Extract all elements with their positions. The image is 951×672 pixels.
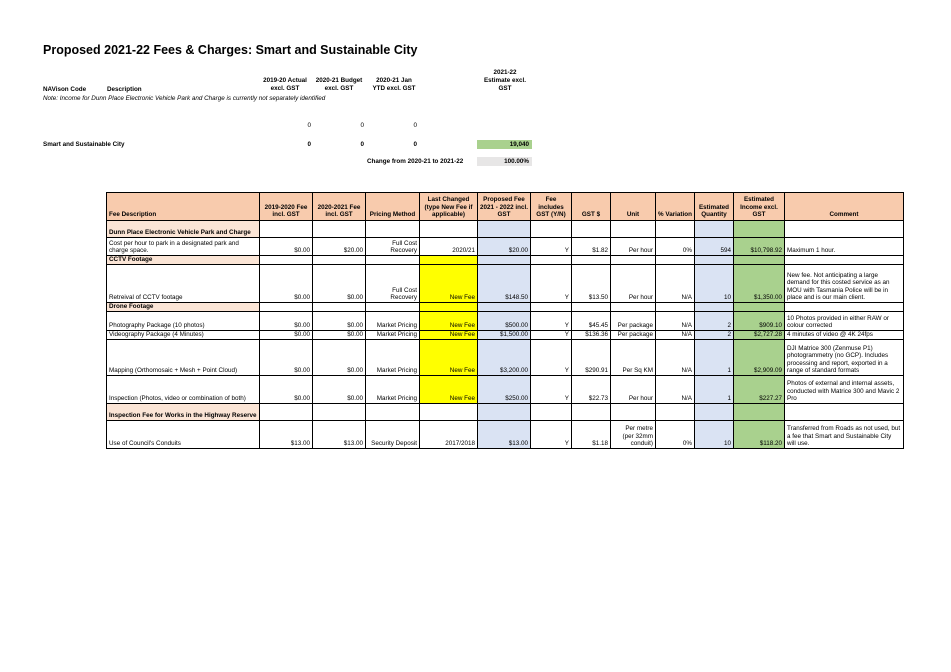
cell-comment: Transferred from Roads as not used, but a fee that Smart and Sustainable City will use. (785, 421, 904, 449)
cell-quantity: 2 (695, 331, 734, 340)
cell-description: Use of Council's Conduits (107, 421, 260, 449)
cell-fee-2020-21: $0.00 (313, 312, 366, 331)
header-line: YTD excl. GST (372, 85, 416, 92)
total-row-estimate: 19,040 (477, 140, 532, 149)
header-line: GST (498, 85, 512, 92)
cell-pricing-method: Security Deposit (366, 421, 420, 449)
cell-income: $118.20 (734, 421, 785, 449)
col-includes-gst: Fee includes GST (Y/N) (531, 193, 572, 221)
header-line: Estimate excl. (483, 77, 526, 84)
section-name: Inspection Fee for Works in the Highway Reserve (107, 404, 260, 421)
cell-pricing-method: Market Pricing (366, 312, 420, 331)
col-pricing-method: Pricing Method (366, 193, 420, 221)
cell-includes-gst: Y (531, 340, 572, 376)
total-row-actual: 0 (307, 141, 311, 148)
change-label: Change from 2020-21 to 2021-22 (367, 158, 464, 165)
table-row (107, 238, 904, 256)
cell-description: Mapping (Orthomosaic + Mesh + Point Cloud) (107, 340, 260, 376)
col-quantity: Estimated Quantity (695, 193, 734, 221)
cell-proposed-fee: $1,500.00 (478, 331, 531, 340)
cell-pricing-method: Market Pricing (366, 331, 420, 340)
fees-table (106, 192, 904, 449)
cell-unit: Per hour (611, 265, 656, 303)
cell-includes-gst: Y (531, 312, 572, 331)
cell-income: $10,798.92 (734, 238, 785, 256)
header-line: 2020-21 Jan (376, 77, 412, 84)
cell-variation: N/A (656, 312, 695, 331)
col-proposed-fee: Proposed Fee 2021 - 2022 incl. GST (478, 193, 531, 221)
cell-variation: N/A (656, 331, 695, 340)
col-unit: Unit (611, 193, 656, 221)
header-description: Description (107, 86, 142, 93)
section-row (107, 221, 904, 238)
cell-proposed-fee: $13.00 (478, 421, 531, 449)
header-actual-2019-20 (255, 77, 315, 93)
total-row-label: Smart and Sustainable City (43, 141, 125, 148)
change-value: 100.00% (477, 157, 532, 166)
cell-last-changed: 2020/21 (420, 238, 478, 256)
table-row (107, 421, 904, 449)
cell-pricing-method: Market Pricing (366, 376, 420, 404)
cell-unit: Per hour (611, 376, 656, 404)
total-row-ytd: 0 (413, 141, 417, 148)
cell-proposed-fee: $250.00 (478, 376, 531, 404)
cell-pricing-method: Full Cost Recovery (366, 265, 420, 303)
cell-comment: Photos of external and internal assets, conducted with Matrice 300 and Mavic 2 Pro (785, 376, 904, 404)
cell-gst: $22.73 (572, 376, 611, 404)
header-line: excl. GST (324, 85, 354, 92)
cell-quantity: 10 (695, 421, 734, 449)
cell-quantity: 1 (695, 340, 734, 376)
cell-fee-2020-21: $13.00 (313, 421, 366, 449)
cell-variation: N/A (656, 265, 695, 303)
section-name: CCTV Footage (107, 256, 260, 265)
cell-includes-gst: Y (531, 421, 572, 449)
cell-description: Cost per hour to park in a designated park and charge space. (107, 238, 260, 256)
page-title: Proposed 2021-22 Fees & Charges: Smart and Sustainable City (43, 43, 418, 57)
cell-last-changed: 2017/2018 (420, 421, 478, 449)
table-row (107, 265, 904, 303)
cell-fee-2019-20: $0.00 (260, 340, 313, 376)
header-ytd-2020-21 (364, 77, 424, 93)
cell-includes-gst: Y (531, 376, 572, 404)
cell-comment: 4 minutes of video @ 4K 24fps (785, 331, 904, 340)
col-gst: GST $ (572, 193, 611, 221)
header-navison-code: NAVison Code (43, 86, 87, 93)
total-row-budget: 0 (360, 141, 364, 148)
cell-income: $909.10 (734, 312, 785, 331)
cell-unit: Per package (611, 331, 656, 340)
cell-proposed-fee: $3,200.00 (478, 340, 531, 376)
header-line: 2021-22 (493, 69, 517, 76)
cell-pricing-method: Full Cost Recovery (366, 238, 420, 256)
cell-fee-2019-20: $0.00 (260, 331, 313, 340)
cell-income: $227.27 (734, 376, 785, 404)
cell-gst: $1.82 (572, 238, 611, 256)
cell-gst: $1.18 (572, 421, 611, 449)
cell-last-changed: New Fee (420, 265, 478, 303)
cell-gst: $290.91 (572, 340, 611, 376)
cell-comment: 10 Photos provided in either RAW or colour corrected (785, 312, 904, 331)
table-row (107, 331, 904, 340)
header-estimate-2021-22 (476, 69, 534, 93)
cell-gst: $45.45 (572, 312, 611, 331)
cell-last-changed: New Fee (420, 331, 478, 340)
cell-unit: Per Sq KM (611, 340, 656, 376)
cell-fee-2019-20: $0.00 (260, 265, 313, 303)
cell-quantity: 594 (695, 238, 734, 256)
cell-income: $2,727.28 (734, 331, 785, 340)
cell-quantity: 2 (695, 312, 734, 331)
cell-fee-2019-20: $0.00 (260, 238, 313, 256)
cell-fee-2020-21: $0.00 (313, 340, 366, 376)
cell-proposed-fee: $500.00 (478, 312, 531, 331)
section-name: Drone Footage (107, 303, 260, 312)
section-row (107, 303, 904, 312)
cell-includes-gst: Y (531, 265, 572, 303)
table-row (107, 312, 904, 331)
table-header-row (107, 193, 904, 221)
col-fee-2019-20: 2019-2020 Fee incl. GST (260, 193, 313, 221)
cell-fee-2019-20: $13.00 (260, 421, 313, 449)
cell-comment: Maximum 1 hour. (785, 238, 904, 256)
col-fee-2020-21: 2020-2021 Fee incl. GST (313, 193, 366, 221)
cell-fee-2019-20: $0.00 (260, 376, 313, 404)
cell-gst: $136.36 (572, 331, 611, 340)
cell-fee-2020-21: $20.00 (313, 238, 366, 256)
cell-unit: Per metre (per 32mm conduit) (611, 421, 656, 449)
cell-income: $2,909.09 (734, 340, 785, 376)
cell-last-changed: New Fee (420, 312, 478, 331)
col-fee-description: Fee Description (107, 193, 260, 221)
cell-proposed-fee: $148.50 (478, 265, 531, 303)
cell-variation: 0% (656, 238, 695, 256)
cell-gst: $13.50 (572, 265, 611, 303)
section-name: Dunn Place Electronic Vehicle Park and Charge (107, 221, 260, 238)
col-last-changed: Last Changed (type New Fee if applicable) (420, 193, 478, 221)
cell-comment: New fee. Not anticipating a large demand for this costed service as an MOU with Tasmania Police will be in place and is our main client. (785, 265, 904, 303)
blank-row-budget: 0 (360, 122, 364, 129)
cell-fee-2020-21: $0.00 (313, 331, 366, 340)
cell-income: $1,350.00 (734, 265, 785, 303)
cell-description: Videography Package (4 Minutes) (107, 331, 260, 340)
cell-comment: DJI Matrice 300 (Zenmuse P1) photogrammetry (no GCP). Includes processing and report, exported in a range of standard formats (785, 340, 904, 376)
table-row (107, 376, 904, 404)
cell-unit: Per hour (611, 238, 656, 256)
col-income: Estimated Income excl. GST (734, 193, 785, 221)
cell-fee-2020-21: $0.00 (313, 265, 366, 303)
header-line: excl. GST (270, 85, 300, 92)
cell-quantity: 10 (695, 265, 734, 303)
blank-row-actual: 0 (307, 122, 311, 129)
cell-proposed-fee: $20.00 (478, 238, 531, 256)
col-variation: % Variation (656, 193, 695, 221)
cell-description: Photography Package (10 photos) (107, 312, 260, 331)
cell-variation: 0% (656, 421, 695, 449)
col-comment: Comment (785, 193, 904, 221)
cell-description: Retreival of CCTV footage (107, 265, 260, 303)
summary-note: Note: Income for Dunn Place Electronic Vehicle Park and Charge is currently not separately identified (43, 95, 326, 102)
section-row (107, 404, 904, 421)
cell-unit: Per package (611, 312, 656, 331)
cell-pricing-method: Market Pricing (366, 340, 420, 376)
cell-includes-gst: Y (531, 331, 572, 340)
cell-variation: N/A (656, 340, 695, 376)
cell-fee-2019-20: $0.00 (260, 312, 313, 331)
cell-quantity: 1 (695, 376, 734, 404)
cell-includes-gst: Y (531, 238, 572, 256)
section-row (107, 256, 904, 265)
cell-description: Inspection (Photos, video or combination of both) (107, 376, 260, 404)
blank-row-ytd: 0 (413, 122, 417, 129)
cell-fee-2020-21: $0.00 (313, 376, 366, 404)
cell-variation: N/A (656, 376, 695, 404)
header-line: 2020-21 Budget (315, 77, 363, 84)
table-row (107, 340, 904, 376)
cell-last-changed: New Fee (420, 376, 478, 404)
header-budget-2020-21 (310, 77, 368, 93)
header-line: 2019-20 Actual (263, 77, 307, 84)
cell-last-changed: New Fee (420, 340, 478, 376)
